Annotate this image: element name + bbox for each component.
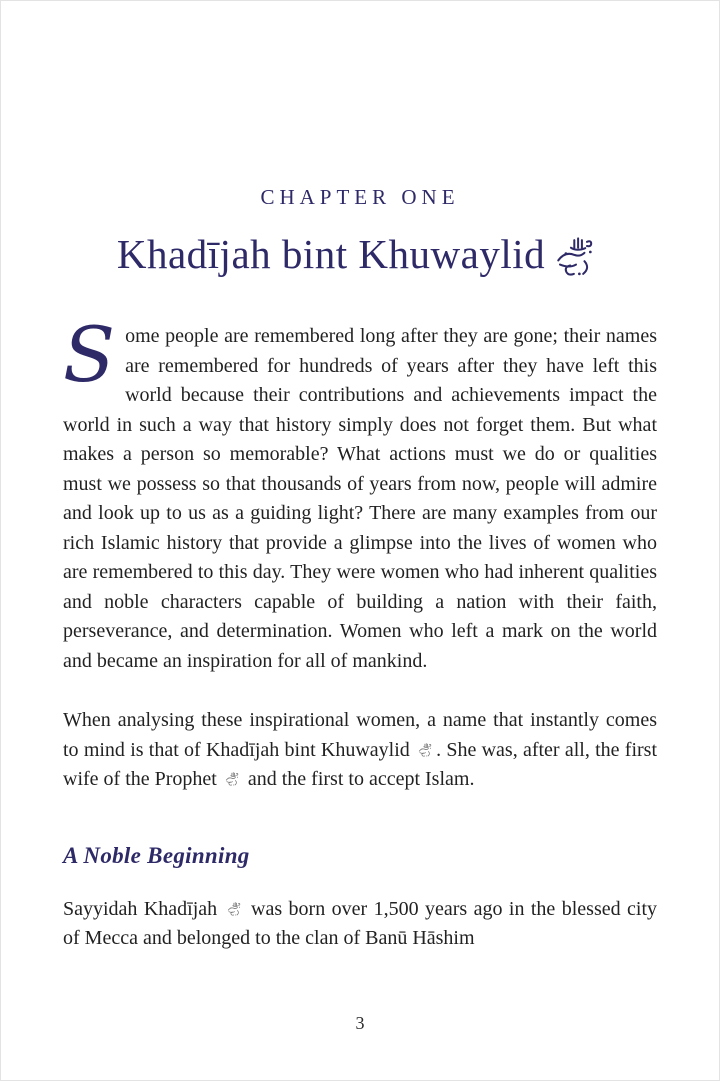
drop-cap: S [63,310,116,399]
chapter-title [63,230,657,280]
paragraph-birth [63,895,657,954]
radiallahu-anha-calligraphy-icon [549,234,603,280]
paragraph-intro [63,310,657,676]
paragraph-khadijah-part-3: and the first to accept Islam. [242,768,475,790]
section-heading-a-noble-beginning: A Noble Beginning [63,842,250,868]
paragraph-khadijah-part-2: . She was, after all, the first wife of the Prophet [63,738,658,790]
paragraph-khadijah [63,706,657,795]
paragraph-intro-text: ome people are remembered long after they are gone; their names are remembered for hundreds of years after they have left this world because their contributions and achievements impact the world in such a way that history simply does not forget them. But what makes a person so memorable? What actions must we do or qualities must we possess so that thousands of years from now, people will admire and look up to us as a guiding light? There are many examples from our rich Islamic history that provide a glimpse into the lives of women who are remembered to this day. They were women who had inherent qualities and noble characters capable of building a nation with their faith, perseverance, and determination. Women who left a mark on the world and became an inspiration for all of mankind. [63,325,657,672]
radiallahu-anha-calligraphy-icon [225,901,244,917]
sallallahu-alayhi-wasallam-calligraphy-icon [223,771,242,787]
paragraph-birth-part-1: Sayyidah Khadījah [63,897,224,920]
page-number: 3 [355,1013,365,1033]
paragraph-khadijah-part-1: When analysing these inspirational women, a name that instantly comes to mind is that of Khadījah bint Khuwaylid [63,709,657,761]
chapter-label: CHAPTER ONE [260,185,460,209]
page-content [1,185,719,954]
radiallahu-anha-calligraphy-icon [416,742,435,758]
chapter-title-text: Khadījah bint Khuwaylid [116,231,546,277]
paragraph-birth-part-2: was born over 1,500 years ago in the blessed city of Mecca and belonged to the clan of Banū Hāshim [63,897,658,949]
